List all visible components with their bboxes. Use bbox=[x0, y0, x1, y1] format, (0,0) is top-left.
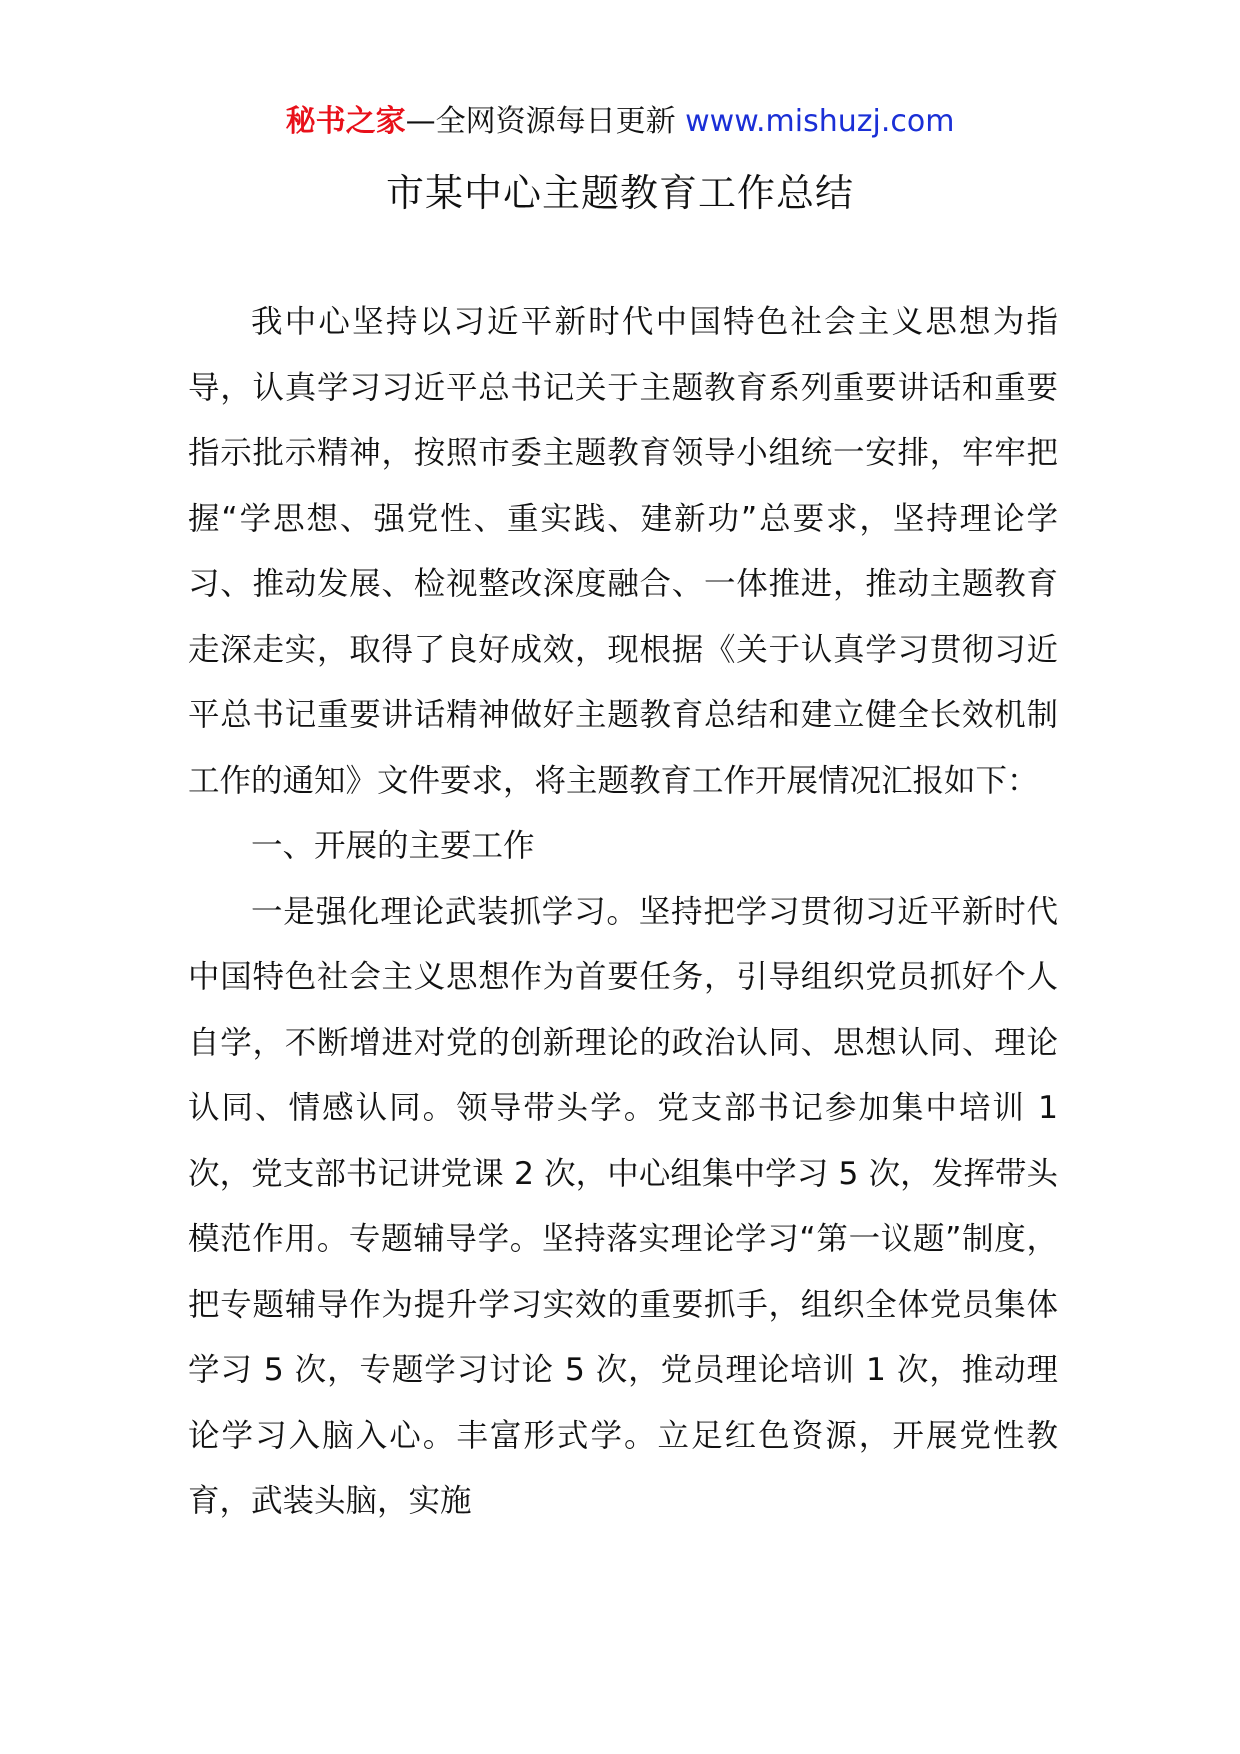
document-body bbox=[188, 290, 1058, 1535]
brand-name: 秘书之家 bbox=[285, 104, 406, 139]
header-banner bbox=[0, 100, 1240, 144]
section-heading: 一、开展的主要工作 bbox=[251, 828, 535, 864]
document-title: 市某中心主题教育工作总结 bbox=[385, 171, 854, 215]
header-tagline: —全网资源每日更新 bbox=[405, 104, 676, 139]
website-link[interactable]: www.mishuzj.com bbox=[685, 104, 955, 139]
intro-paragraph: 我中心坚持以习近平新时代中国特色社会主义思想为指导，认真学习习近平总书记关于主题教育系列重要讲话和重要指示批示精神，按照市委主题教育领导小组统一安排，牢牢把握“学思想、强党性、重实践、建新功”总要求，坚持理论学习、推动发展、检视整改深度融合、一体推进，推动主题教育走深走实，取得了良好成效，现根据《关于认真学习贯彻习近平总书记重要讲话精神做好主题教育总结和建立健全长效机制工作的通知》文件要求，将主题教育工作开展情况汇报如下： bbox=[188, 304, 1058, 799]
body-paragraph: 一是强化理论武装抓学习。坚持把学习贯彻习近平新时代中国特色社会主义思想作为首要任务，引导组织党员抓好个人自学，不断增进对党的创新理论的政治认同、思想认同、理论认同、情感认同。领导带头学。党支部书记参加集中培训 1 次，党支部书记讲党课 2 次，中心组集中学习 5 次，发挥带头模范作用。专题辅导学。坚持落实理论学习“第一议题”制度，把专题辅导作为提升学习实效的重要抓手，组织全体党员集体学习 5 次，专题学习讨论 5 次，党员理论培训 1 次，推动理论学习入脑入心。丰富形式学。立足红色资源，开展党性教育，武装头脑，实施 bbox=[188, 893, 1058, 1519]
